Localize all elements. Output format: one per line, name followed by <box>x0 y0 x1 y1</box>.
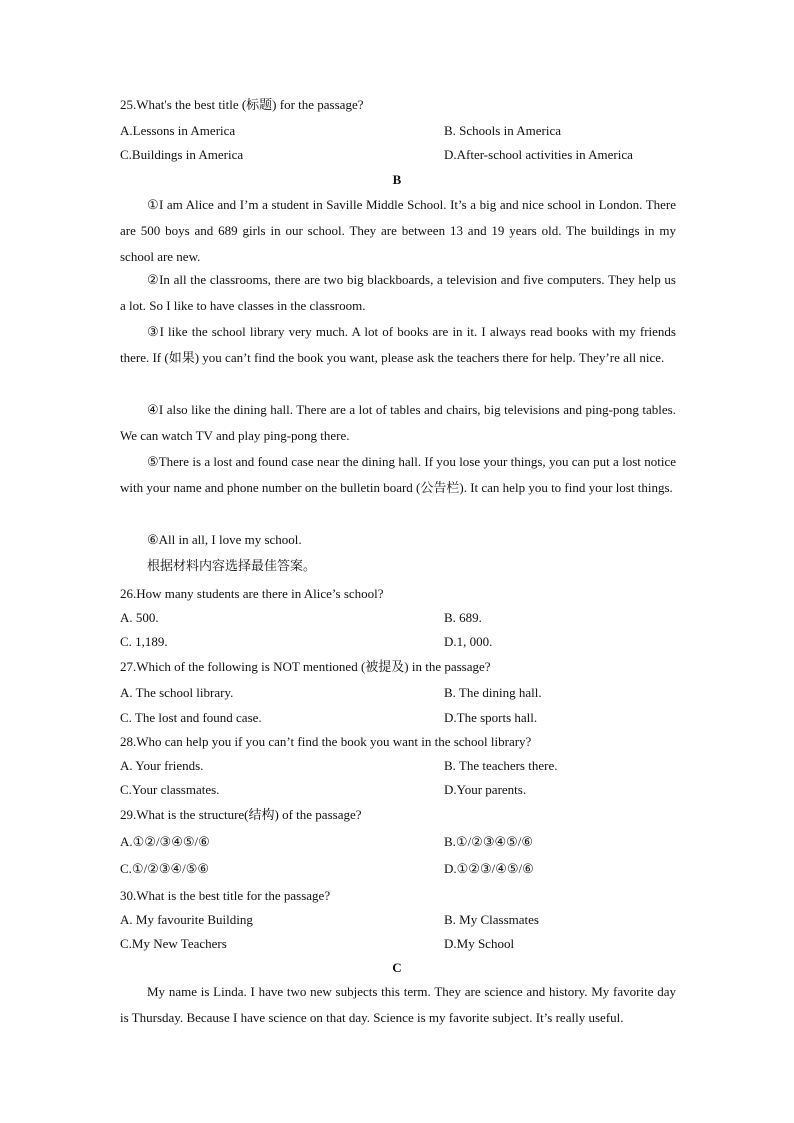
q29-option-c: C.①/②③④/⑤⑥ <box>120 861 210 876</box>
q28-option-d: D.Your parents. <box>444 782 527 797</box>
q27-option-b: B. The dining hall. <box>444 685 542 700</box>
paragraph-3: ③I like the school library very much. A lot of books are in it. I always read books with my friends there. If (如果) you can’t find the book you want, please ask the teachers there for help. They’re all nice. <box>120 324 676 365</box>
section-c-heading: C <box>392 960 402 975</box>
q25-option-d: D.After-school activities in America <box>444 147 633 162</box>
q28-option-a: A. Your friends. <box>120 758 204 773</box>
q26-option-a: A. 500. <box>120 610 159 625</box>
paragraph-4: ④I also like the dining hall. There are a lot of tables and chairs, big televisions and ping-pong tables. We can watch TV and play ping-pong there. <box>120 402 676 443</box>
q30-option-c: C.My New Teachers <box>120 936 227 951</box>
q27-option-c: C. The lost and found case. <box>120 710 262 725</box>
q30-option-b: B. My Classmates <box>444 912 539 927</box>
q25-option-c: C.Buildings in America <box>120 147 244 162</box>
q28-option-b: B. The teachers there. <box>444 758 558 773</box>
question-29: 29.What is the structure(结构) of the passage? <box>120 807 362 822</box>
q26-option-d: D.1, 000. <box>444 634 493 649</box>
q29-option-a: A.①②/③④⑤/⑥ <box>120 834 210 849</box>
q29-option-b: B.①/②③④⑤/⑥ <box>444 834 534 849</box>
question-26: 26.How many students are there in Alice’s school? <box>120 586 384 601</box>
section-b-heading: B <box>392 172 402 187</box>
question-27: 27.Which of the following is NOT mentioned (被提及) in the passage? <box>120 659 491 674</box>
paragraph-5: ⑤There is a lost and found case near the dining hall. If you lose your things, you can put a lost notice with your name and phone number on the bulletin board (公告栏). It can help you to find your lost things. <box>120 454 676 495</box>
q25-option-b: B. Schools in America <box>444 123 561 138</box>
paragraph-1: ①I am Alice and I’m a student in Saville Middle School. It’s a big and nice school in London. There are 500 boys and 689 girls in our school. They are between 13 and 19 years old. The buildings in my school are new. <box>120 197 676 264</box>
question-30: 30.What is the best title for the passage? <box>120 888 331 903</box>
q30-option-a: A. My favourite Building <box>120 912 253 927</box>
section-c-paragraph: My name is Linda. I have two new subjects this term. They are science and history. My favorite day is Thursday. Because I have science on that day. Science is my favorite subject. It’s really useful. <box>120 984 676 1025</box>
q26-option-b: B. 689. <box>444 610 482 625</box>
paragraph-2: ②In all the classrooms, there are two big blackboards, a television and five computers. They help us a lot. So I like to have classes in the classroom. <box>120 272 676 313</box>
q28-option-c: C.Your classmates. <box>120 782 220 797</box>
q30-option-d: D.My School <box>444 936 515 951</box>
question-25: 25.What's the best title (标题) for the passage? <box>120 97 364 112</box>
q27-option-a: A. The school library. <box>120 685 234 700</box>
question-28: 28.Who can help you if you can’t find the book you want in the school library? <box>120 734 532 749</box>
q25-option-a: A.Lessons in America <box>120 123 236 138</box>
q29-option-d: D.①②③/④⑤/⑥ <box>444 861 534 876</box>
paragraph-6: ⑥All in all, I love my school. <box>147 532 302 547</box>
q27-option-d: D.The sports hall. <box>444 710 538 725</box>
q26-option-c: C. 1,189. <box>120 634 168 649</box>
instruction-text: 根据材料内容选择最佳答案。 <box>147 558 317 573</box>
